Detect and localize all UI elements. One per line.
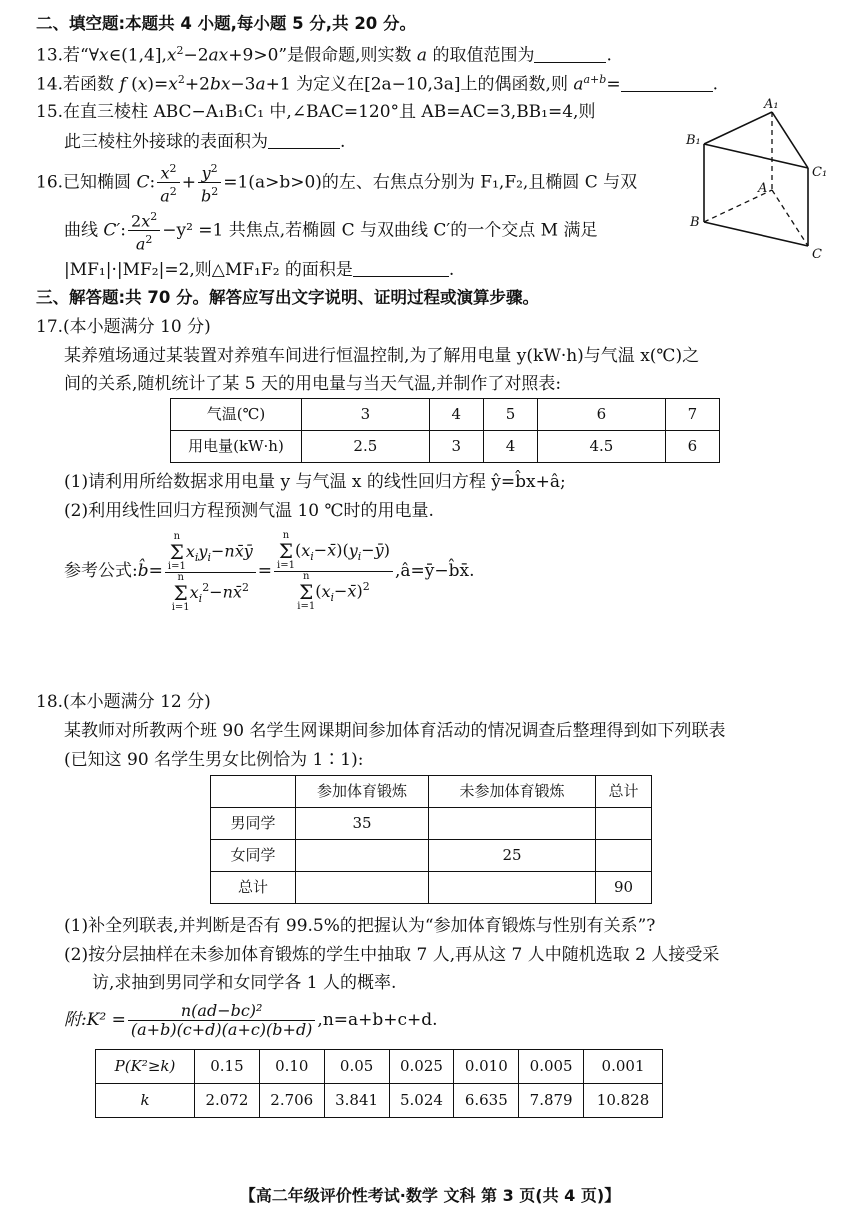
q16-label: 16.: [36, 172, 64, 193]
q13-text-a: 若“∀: [63, 45, 99, 66]
table-cell: 3: [429, 431, 483, 463]
table-cell: 4.5: [538, 431, 666, 463]
table-cell: 6: [538, 399, 666, 431]
prism-figure: [684, 96, 834, 262]
table-header-electricity: 用电量(kW·h): [171, 431, 302, 463]
q14-text-b: 为定义在[2a−10,3a]上的偶函数,则: [296, 74, 568, 95]
table-cell: 7: [665, 399, 719, 431]
table-header-k: k: [96, 1084, 195, 1118]
label-b: B: [690, 215, 700, 230]
table-cell: [296, 872, 429, 904]
q14-label: 14.: [36, 74, 64, 95]
q18-part2-line2: 访,求抽到男同学和女同学各 1 人的概率.: [92, 973, 397, 993]
q16-line1-a: 已知椭圆: [63, 172, 132, 193]
table-cell: 2.5: [302, 431, 430, 463]
edge-a1c1: [772, 112, 808, 168]
formula-denominator: (a+b)(c+d)(a+c)(b+d): [130, 1020, 313, 1039]
q15-line2: 此三棱柱外接球的表面积为: [64, 132, 268, 152]
section-2-header: 二、填空题:本题共 4 小题,每小题 5 分,共 20 分。: [36, 14, 417, 33]
question-14: 14.若函数 f $(x)=x^2+2bx-3a+1$ 为定义在[2a−10,3a]上的偶函数,则 $a^{a+b}=$ .: [36, 73, 718, 95]
table-row-k: [96, 1084, 663, 1118]
q15-line1: 在直三棱柱 ABC−A₁B₁C₁ 中,∠BAC=120°且 AB=AC=3,BB₁=4,则: [63, 102, 596, 122]
q13-text-d: +9>0”是假命题,则实数: [228, 45, 412, 66]
table-cell: 0.025: [389, 1050, 454, 1084]
table-cell: [429, 872, 596, 904]
q13-label: 13.: [36, 45, 64, 66]
section-3-header: 三、解答题:共 70 分。解答应写出文字说明、证明过程或演算步骤。: [36, 288, 540, 307]
edge-b1c1: [704, 144, 808, 168]
table-row-probability: [96, 1050, 663, 1084]
table-row-female: [211, 840, 652, 872]
q16-line1-b: =1(a>b>0)的左、右焦点分别为 F₁,F₂,且椭圆 C 与双: [223, 172, 638, 193]
q18-part1: (1)补全列联表,并判断是否有 99.5%的把握认为“参加体育锻炼与性别有关系”?: [64, 916, 656, 936]
q18-line2: (已知这 90 名学生男女比例恰为 1∶1):: [64, 750, 364, 770]
q15-end: .: [340, 132, 346, 152]
q13-text-b: ∈(1,4],: [108, 45, 167, 66]
label-a: A: [758, 181, 768, 196]
label-c1: C₁: [812, 165, 828, 180]
q18-formula: [64, 1002, 438, 1039]
label-a1: A₁: [764, 97, 779, 112]
table-cell: 2.706: [259, 1084, 324, 1118]
table-header-exercise: 参加体育锻炼: [296, 776, 429, 808]
edge-ac-hidden: [772, 190, 808, 246]
table-cell: 男同学: [211, 808, 296, 840]
q14-text-c: =: [606, 74, 621, 95]
question-13: 13.若“$\forall x\in(1,4],x^2-2ax+9>0$”是假命题,则实数 a 的取值范围为 .: [36, 44, 612, 66]
table-header-temperature: 气温(℃): [171, 399, 302, 431]
formula-tail: ,â=ȳ−b̂x̄.: [394, 560, 475, 581]
table-cell: 4: [483, 431, 537, 463]
table-cell: [429, 808, 596, 840]
table-cell: 7.879: [519, 1084, 584, 1118]
q14-answer-blank[interactable]: [621, 74, 713, 92]
q18-line1: 某教师对所教两个班 90 名学生网课期间参加体育活动的情况调查后整理得到如下列联表: [64, 721, 726, 741]
q18-label: 18.(本小题满分 12 分): [36, 692, 211, 712]
table-cell: 0.010: [454, 1050, 519, 1084]
q16-line2-a: 曲线: [64, 220, 98, 241]
q17-part2: (2)利用线性回归方程预测气温 10 ℃时的用电量.: [64, 501, 434, 521]
table-cell: 女同学: [211, 840, 296, 872]
table-cell: 6: [665, 431, 719, 463]
formula-label: 参考公式:: [64, 560, 138, 581]
question-16-line1: 16.已知椭圆 C: $\frac{x^2}{a^2}$ + $\frac{y^2}{b^2}$ =1(a>b>0)的左、右焦点分别为 F₁,F₂,且椭圆 C 与双: [36, 162, 638, 206]
q17-part1: (1)请利用所给数据求用电量 y 与气温 x 的线性回归方程 ŷ=b̂x+â;: [64, 472, 566, 492]
table-cell: 10.828: [584, 1084, 663, 1118]
table-row-temperature: [171, 399, 720, 431]
table-cell: 3: [302, 399, 430, 431]
question-15-line2: [64, 131, 345, 153]
edge-bc: [704, 222, 808, 246]
label-b1: B₁: [686, 133, 701, 148]
label-c: C: [812, 247, 822, 262]
table-row-electricity: [171, 431, 720, 463]
table-cell: 35: [296, 808, 429, 840]
table-cell: [596, 840, 652, 872]
q13-answer-blank[interactable]: [534, 45, 606, 63]
temperature-electricity-table: [170, 398, 720, 463]
table-row-male: [211, 808, 652, 840]
question-16-line3: [64, 259, 454, 281]
page-footer: 【高二年级评价性考试·数学 文科 第 3 页(共 4 页)】: [239, 1186, 621, 1205]
question-15: [36, 102, 595, 123]
q13-end: .: [606, 45, 612, 66]
edge-b1a1: [704, 112, 772, 144]
table-cell: 25: [429, 840, 596, 872]
table-header-total: 总计: [596, 776, 652, 808]
question-16-line2: 曲线 C′: $\frac{2x^2}{a^2}$ −y² =1 共焦点,若椭圆 C 与双曲线 C′的一个交点 M 满足: [64, 210, 598, 254]
table-cell: [596, 808, 652, 840]
contingency-table: [210, 775, 652, 904]
q16-line3-a: |MF₁|·|MF₂|=2,则△MF₁F₂ 的面积是: [64, 260, 353, 280]
table-cell: 90: [596, 872, 652, 904]
critical-value-table: [95, 1049, 663, 1118]
table-cell: [211, 776, 296, 808]
formula-tail: ,n=a+b+c+d.: [317, 1009, 438, 1030]
table-cell: 5.024: [389, 1084, 454, 1118]
q15-answer-blank[interactable]: [268, 131, 340, 149]
q17-line2: 间的关系,随机统计了某 5 天的用电量与当天气温,并制作了对照表:: [64, 374, 562, 394]
table-cell: 5: [483, 399, 537, 431]
table-cell: 0.001: [584, 1050, 663, 1084]
q17-label: 17.(本小题满分 10 分): [36, 317, 211, 337]
table-cell: 0.005: [519, 1050, 584, 1084]
q17-line1: 某养殖场通过某装置对养殖车间进行恒温控制,为了解用电量 y(kW·h)与气温 x(℃)之: [64, 346, 700, 366]
table-cell: 2.072: [195, 1084, 260, 1118]
table-row-total: [211, 872, 652, 904]
table-row-header: [211, 776, 652, 808]
table-cell: 总计: [211, 872, 296, 904]
q14-text-a: 若函数: [63, 74, 115, 95]
table-cell: 0.15: [195, 1050, 260, 1084]
q13-text-c: −2: [183, 45, 209, 66]
formula-numerator: n(ad−bc)²: [128, 1002, 316, 1021]
table-cell: 0.10: [259, 1050, 324, 1084]
q16-line2-b: −y² =1 共焦点,若椭圆 C 与双曲线 C′的一个交点 M 满足: [162, 220, 598, 241]
table-cell: 0.05: [324, 1050, 389, 1084]
table-cell: 6.635: [454, 1084, 519, 1118]
q17-formula: 参考公式:b̂= n Σ $i=1x_iy_i-nx̄ȳ$ n Σ $i=1x_i^2-nx̄^2$ = n Σ $i=1(x_i-x̄)(y_i-ȳ)$ n Σ $i=1(x_i-x̄)^2$ ,â=ȳ−b̂x̄.: [64, 530, 475, 613]
table-header-probability: P(K²≥k): [96, 1050, 195, 1084]
table-cell: 3.841: [324, 1084, 389, 1118]
q16-answer-blank[interactable]: [353, 259, 449, 277]
q14-end: .: [712, 74, 718, 95]
q18-part2-line1: (2)按分层抽样在未参加体育锻炼的学生中抽取 7 人,再从这 7 人中随机选取 2 人接受采: [64, 945, 720, 965]
table-cell: [296, 840, 429, 872]
table-cell: 4: [429, 399, 483, 431]
table-header-no-exercise: 未参加体育锻炼: [429, 776, 596, 808]
q16-end: .: [448, 260, 455, 280]
formula-label: 附:K² =: [64, 1009, 126, 1030]
q13-text-e: 的取值范围为: [432, 45, 535, 66]
q15-label: 15.: [36, 102, 64, 122]
